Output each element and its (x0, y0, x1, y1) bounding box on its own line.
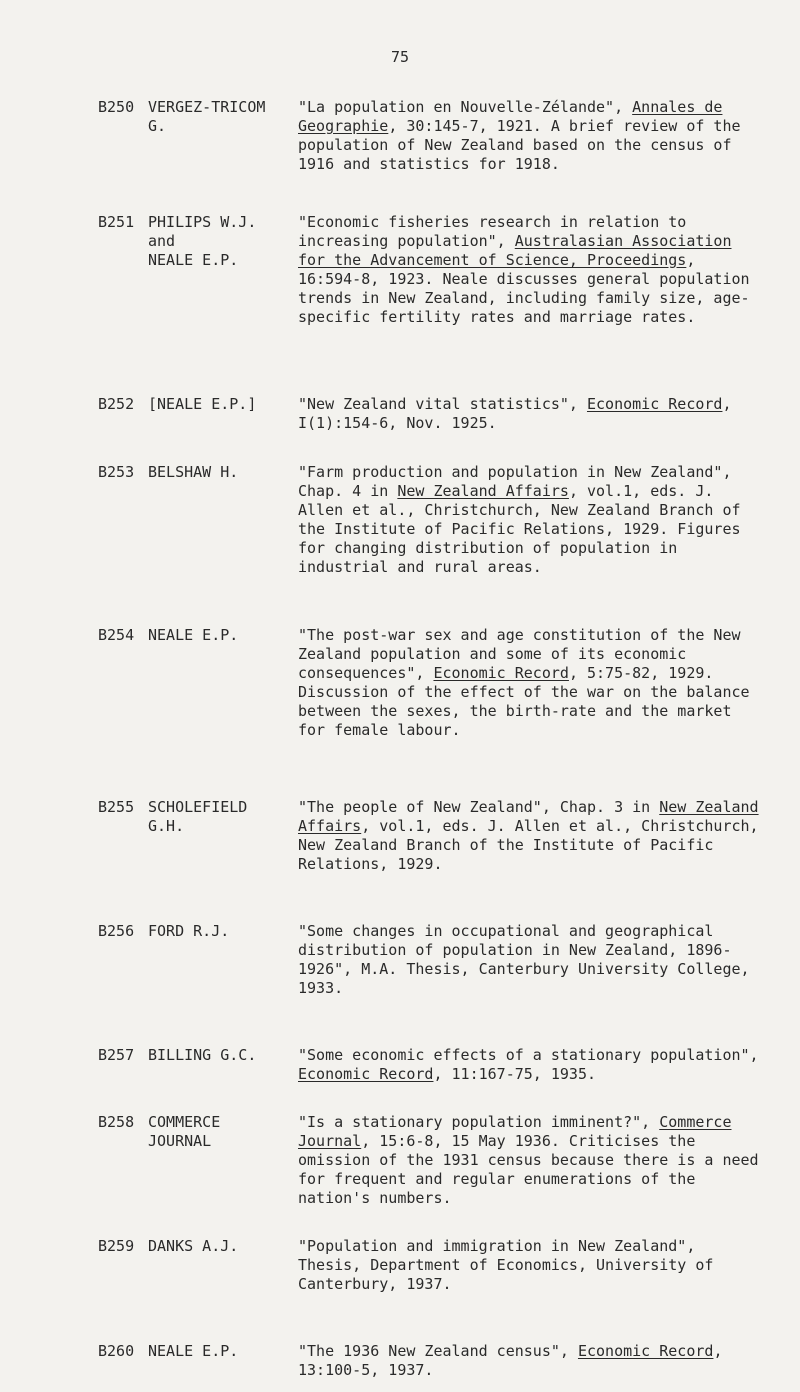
entry-source: Economic Record (433, 664, 569, 682)
bibliography-entry-b251 (0, 213, 800, 395)
entry-citation: "Farm production and population in New Zealand", Chap. 4 in New Zealand Affairs, vol.1, eds. J. Allen et al., Christchurch, New Zealand Branch of the Institute of Pacific Relations, 1929. Figures for changing distribution of population in industrial and rural areas. (298, 463, 741, 576)
entry-citation: "Population and immigration in New Zealand", Thesis, Department of Economics, University of Canterbury, 1937. (298, 1237, 714, 1293)
entry-source: New Zealand Affairs (298, 798, 759, 835)
entry-citation: "Some changes in occupational and geographical distribution of population in New Zealand, 1896-1926", M.A. Thesis, Canterbury University College, 1933. (298, 922, 750, 997)
entry-citation: "The post-war sex and age constitution of the New Zealand population and some of its economic consequences", Economic Record, 5:75-82, 1929. Discussion of the effect of the war on the balance between the sexes, the birth-rate and the market for female labour. (298, 626, 750, 739)
entry-source: Annales de Geographie (298, 98, 723, 135)
bibliography-entry-b257 (0, 1046, 800, 1113)
entry-author: COMMERCE JOURNAL (148, 1113, 221, 1150)
entry-source: Australasian Association for the Advancement of Science, Proceedings (298, 232, 732, 269)
entry-code: B256 (98, 922, 135, 940)
entry-citation: "Economic fisheries research in relation to increasing population", Australasian Association for the Advancement of Science, Proceedings, 16:594-8, 1923. Neale discusses general population trends in New Zealand, including family size, age-specific fertility rates and marriage rates. (298, 213, 750, 326)
entry-code: B251 (98, 213, 135, 231)
bibliography-entry-b256 (0, 922, 800, 1046)
entry-author: NEALE E.P. (148, 626, 239, 644)
entry-code: B258 (98, 1113, 135, 1131)
entry-citation: "La population en Nouvelle-Zélande", Annales de Geographie, 30:145-7, 1921. A brief review of the population of New Zealand based on the census of 1916 and statistics for 1918. (298, 98, 741, 173)
entry-author: SCHOLEFIELD G.H. (148, 798, 248, 835)
entry-source: Economic Record (577, 1342, 714, 1360)
bibliography-entry-b254 (0, 626, 800, 798)
entry-citation: "The 1936 New Zealand census", Economic Record, 13:100-5, 1937. (298, 1342, 723, 1379)
entry-code: B259 (98, 1237, 135, 1255)
entry-code: B260 (98, 1342, 135, 1360)
entry-source: Economic Record (586, 395, 723, 413)
entry-author: BELSHAW H. (148, 463, 239, 481)
entry-code: B257 (98, 1046, 135, 1064)
bibliography-entry-b255 (0, 798, 800, 922)
entry-author: NEALE E.P. (148, 1342, 239, 1360)
entry-code: B250 (98, 98, 135, 116)
entry-author: VERGEZ-TRICOM G. (148, 98, 266, 135)
entry-code: B255 (98, 798, 135, 816)
bibliography-entry-b253 (0, 463, 800, 626)
entry-citation: "The people of New Zealand", Chap. 3 in New Zealand Affairs, vol.1, eds. J. Allen et al., Christchurch, New Zealand Branch of the Institute of Pacific Relations, 1929. (298, 798, 759, 873)
entry-citation: "Some economic effects of a stationary population", Economic Record, 11:167-75, 1935. (298, 1046, 759, 1083)
page-number: 75 (390, 48, 410, 66)
entry-code: B254 (98, 626, 135, 644)
entry-author: DANKS A.J. (148, 1237, 239, 1255)
entry-citation: "Is a stationary population imminent?", Commerce Journal, 15:6-8, 15 May 1936. Criticises the omission of the 1931 census because there is a need for frequent and regular enumerations of the nation's numbers. (298, 1113, 759, 1207)
entry-author: BILLING G.C. (148, 1046, 257, 1064)
entry-author: PHILIPS W.J. and NEALE E.P. (148, 213, 257, 269)
entry-author: [NEALE E.P.] (148, 395, 257, 413)
entry-citation: "New Zealand vital statistics", Economic Record, I(1):154-6, Nov. 1925. (298, 395, 732, 432)
entry-author: FORD R.J. (148, 922, 230, 940)
bibliography-entry-b250 (0, 98, 800, 213)
entry-source: Commerce Journal (298, 1113, 732, 1150)
bibliography-list (0, 98, 800, 1392)
bibliography-entry-b260 (0, 1342, 800, 1392)
entry-code: B253 (98, 463, 135, 481)
entry-code: B252 (98, 395, 135, 413)
entry-source: Economic Record (298, 1065, 434, 1083)
entry-source: New Zealand Affairs (397, 482, 569, 500)
bibliography-entry-b252 (0, 395, 800, 463)
bibliography-entry-b259 (0, 1237, 800, 1342)
bibliography-entry-b258 (0, 1113, 800, 1237)
